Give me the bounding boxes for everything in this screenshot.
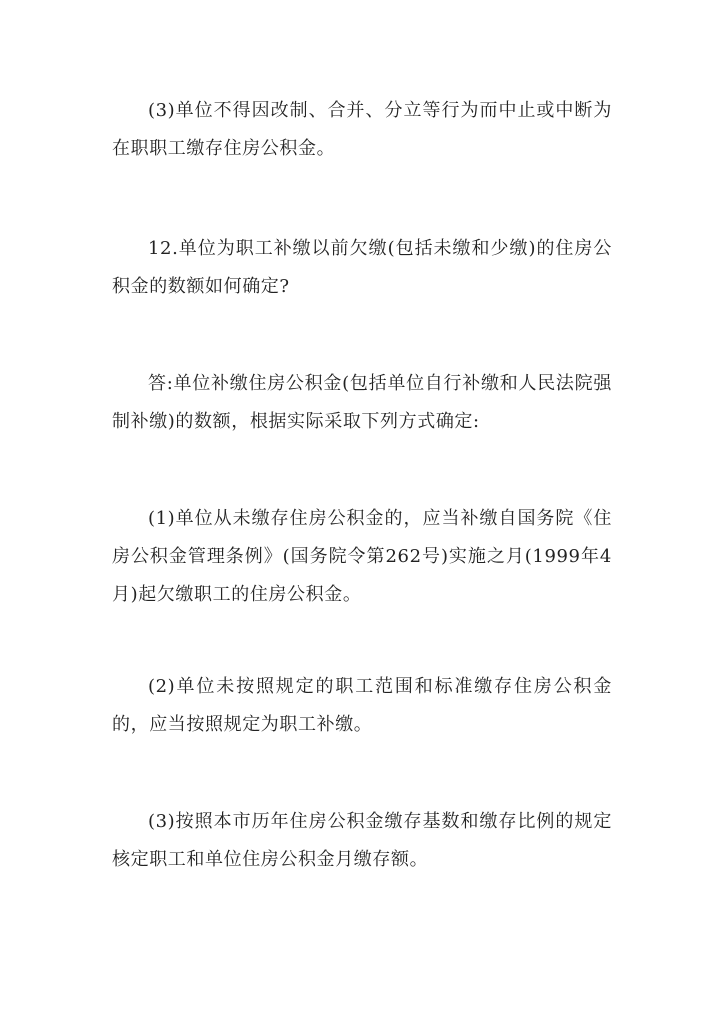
answer-item-1: (1)单位从未缴存住房公积金的，应当补缴自国务院《住房公积金管理条例》(国务院令第262号)实施之月(1999年4月)起欠缴职工的住房公积金。 xyxy=(112,508,612,605)
answer-intro: 答:单位补缴住房公积金(包括单位自行补缴和人民法院强制补缴)的数额，根据实际采取下列方式确定: xyxy=(112,373,612,432)
answer-item-3: (3)按照本市历年住房公积金缴存基数和缴存比例的规定核定职工和单位住房公积金月缴存额。 xyxy=(112,811,612,870)
paragraph-clause-3: (3)单位不得因改制、合并、分立等行为而中止或中断为在职职工缴存住房公积金。 xyxy=(112,100,612,159)
question-12: 12.单位为职工补缴以前欠缴(包括未缴和少缴)的住房公积金的数额如何确定? xyxy=(112,238,612,297)
answer-item-2: (2)单位未按照规定的职工范围和标准缴存住房公积金的，应当按照规定为职工补缴。 xyxy=(112,676,612,735)
